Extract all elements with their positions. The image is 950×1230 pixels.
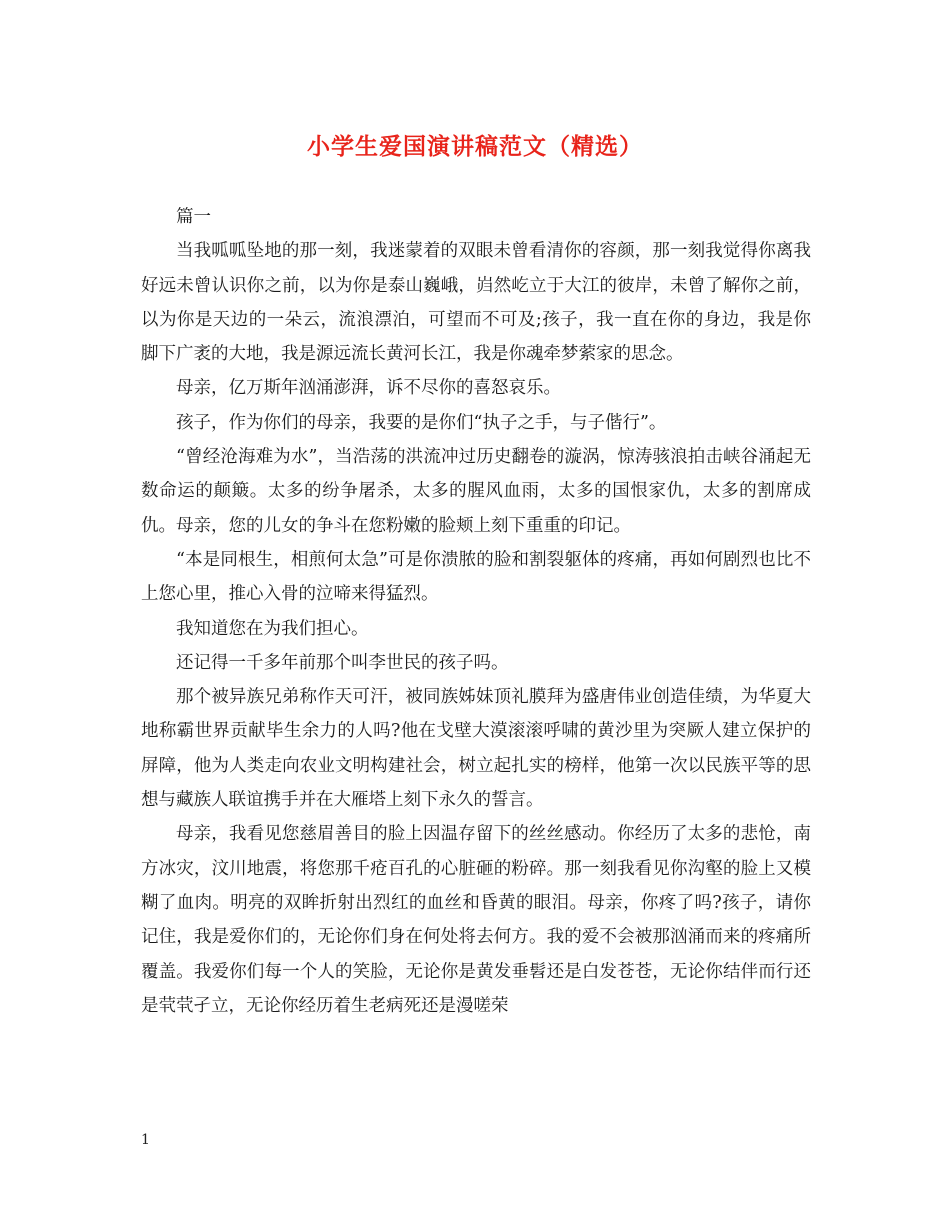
paragraph: 还记得一千多年前那个叫李世民的孩子吗。 <box>176 652 509 673</box>
paragraph: 母亲，我看见您慈眉善目的脸上因温存留下的丝丝感动。你经历了太多的悲怆，南方冰灾，汶川地震，将您那千疮百孔的心脏砸的粉碎。那一刻我看见你沟壑的脸上又模糊了血肉。明亮的双眸折射出烈红的血丝和昏黄的眼泪。母亲，你疼了吗?孩子，请你记住，我是爱你们的，无论你们身在何处将去何方。我的爱不会被那汹涌而来的疼痛所覆盖。我爱你们每一个人的笑脸，无论你是黄发垂髫还是白发苍苍，无论你结伴而行还是茕茕孑立，无论你经历着生老病死还是漫嗟荣 <box>141 824 811 1016</box>
paragraph: “曾经沧海难为水”，当浩荡的洪流冲过历史翻卷的漩涡，惊涛骇浪拍击峡谷涌起无数命运的颠簸。太多的纷争屠杀，太多的腥风血雨，太多的国恨家仇，太多的割席成仇。母亲，您的儿女的争斗在您粉嫩的脸颊上刻下重重的印记。 <box>141 447 811 536</box>
paragraph: 母亲，亿万斯年汹涌澎湃，诉不尽你的喜怒哀乐。 <box>176 378 561 399</box>
paragraph: 当我呱呱坠地的那一刻，我迷蒙着的双眼未曾看清你的容颜，那一刻我觉得你离我好远未曾认识你之前，以为你是泰山巍峨，岿然屹立于大江的彼岸，未曾了解你之前，以为你是天边的一朵云，流浪漂泊，可望而不可及;孩子，我一直在你的身边，我是你脚下广袤的大地，我是源远流长黄河长江，我是你魂牵梦萦家的思念。 <box>141 241 811 365</box>
document-body <box>141 200 811 1023</box>
paragraph: 我知道您在为我们担心。 <box>176 618 369 639</box>
document-title: 小学生爱国演讲稿范文（精选） <box>307 133 643 160</box>
page-number: 1 <box>141 1132 150 1148</box>
section-heading: 篇一 <box>176 207 211 227</box>
paragraph: 那个被异族兄弟称作天可汗，被同族姊妹顶礼膜拜为盛唐伟业创造佳绩，为华夏大地称霸世界贡献毕生余力的人吗?他在戈壁大漠滚滚呼啸的黄沙里为突厥人建立保护的屏障，他为人类走向农业文明构建社会，树立起扎实的榜样，他第一次以民族平等的思想与藏族人联谊携手并在大雁塔上刻下永久的誓言。 <box>141 687 811 811</box>
paragraph: “本是同根生，相煎何太急”可是你溃脓的脸和割裂躯体的疼痛，再如何剧烈也比不上您心里，推心入骨的泣啼来得猛烈。 <box>141 549 811 605</box>
paragraph: 孩子，作为你们的母亲，我要的是你们“执子之手，与子偕行”。 <box>176 412 667 433</box>
